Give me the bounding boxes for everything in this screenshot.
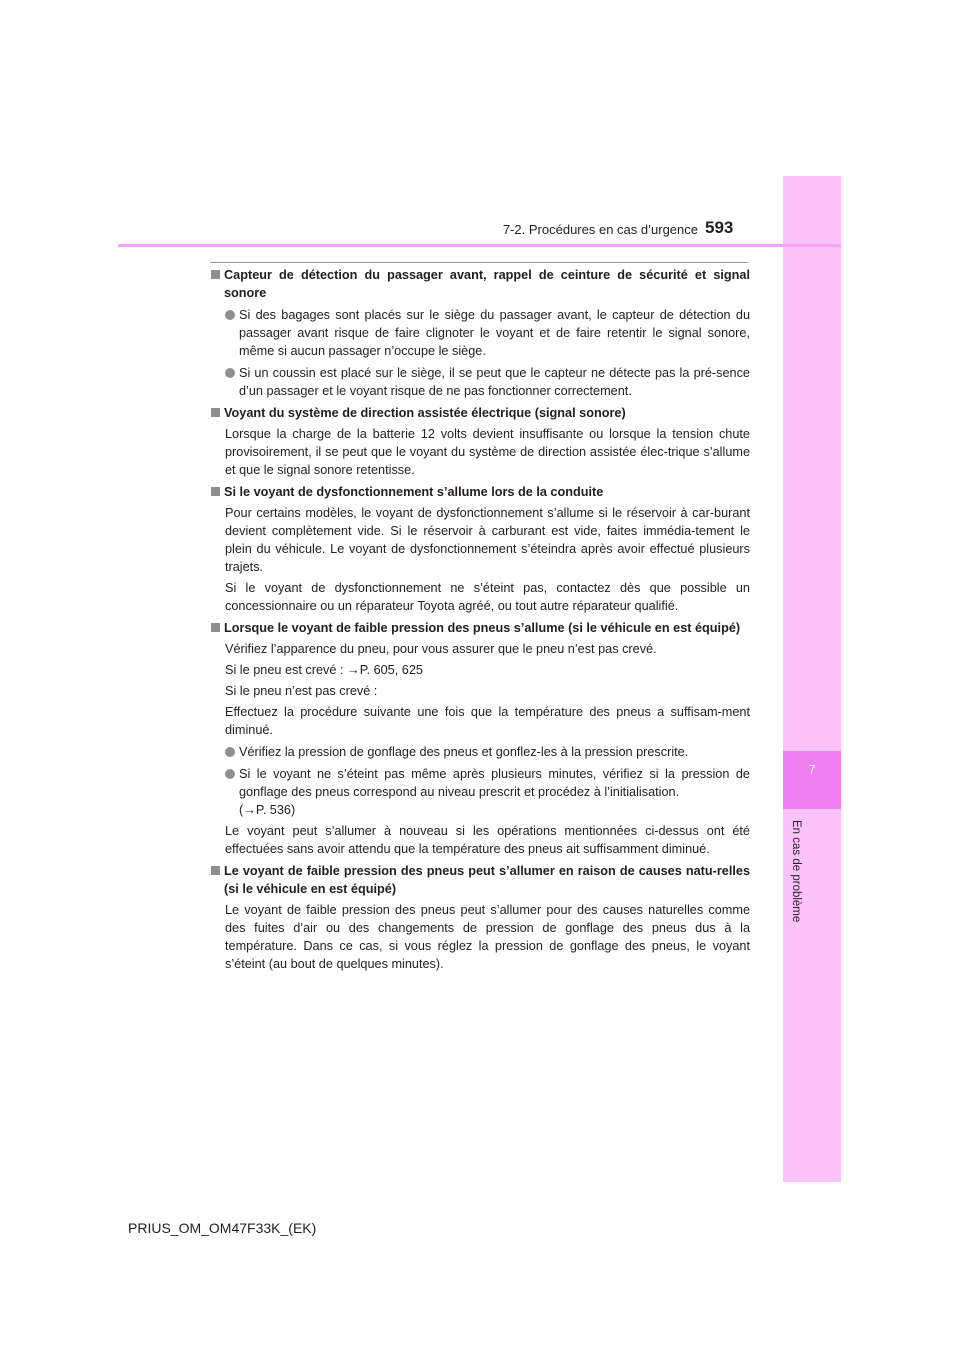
- paragraph: Effectuez la procédure suivante une fois que la température des pneus a suffisam-ment diminué.: [225, 705, 750, 737]
- section-heading: [210, 266, 750, 302]
- header-rule: [118, 244, 841, 247]
- square-bullet-icon: [211, 866, 220, 875]
- bullet-text: Si des bagages sont placés sur le siège du passager avant, le capteur de détection du passager avant risque de faire clignoter le voyant et de faire retentir le signal sonore, même si aucun passager n’occupe le siège.: [239, 308, 750, 358]
- paragraph: Si le pneu n’est pas crevé :: [225, 684, 378, 698]
- page-number: 593: [705, 218, 734, 237]
- paragraph: Lorsque la charge de la batterie 12 volts devient insuffisante ou lorsque la tension chute provisoirement, il se peut que le voyant du système de direction assistée élec-trique s’allume et que le signal sonore retentisse.: [225, 427, 750, 477]
- square-bullet-icon: [211, 487, 220, 496]
- heading-text: Lorsque le voyant de faible pression des pneus s’allume (si le véhicule en est équipé): [224, 621, 741, 635]
- heading-text: Voyant du système de direction assistée électrique (signal sonore): [224, 406, 626, 420]
- circle-bullet-icon: [225, 747, 235, 757]
- heading-text: Si le voyant de dysfonctionnement s’allume lors de la conduite: [224, 485, 604, 499]
- square-bullet-icon: [211, 623, 220, 632]
- content-top-rule: [210, 262, 748, 263]
- heading-text: Le voyant de faible pression des pneus peut s’allumer en raison de causes natu-relles (si le véhicule en est équipé): [224, 864, 750, 896]
- bullet-item: [210, 364, 750, 400]
- heading-text: Capteur de détection du passager avant, rappel de ceinture de sécurité et signal sonore: [224, 268, 750, 300]
- paragraph: Pour certains modèles, le voyant de dysfonctionnement s’allume si le réservoir à car-burant devient complètement vide. Si le réservoir à carburant est vide, faites immédia-tement le plein du véhicule. Le voyant de dysfonctionnement s’éteindra après avoir effectué plusieurs trajets.: [225, 506, 750, 574]
- section-title: 7-2. Procédures en cas d’urgence: [502, 222, 698, 237]
- bullet-text: Vérifiez la pression de gonflage des pneus et gonflez-les à la pression prescrite.: [239, 745, 689, 759]
- chapter-side-tab: [783, 176, 841, 1182]
- circle-bullet-icon: [225, 368, 235, 378]
- section-heading: [210, 404, 750, 422]
- chapter-number: 7: [808, 762, 816, 777]
- bullet-item: [210, 306, 750, 360]
- bullet-text: Si le voyant ne s’éteint pas même après plusieurs minutes, vérifiez si la pression de gonflage des pneus correspond au niveau prescrit et procédez à l’initialisation. (→P. 536): [239, 767, 750, 817]
- square-bullet-icon: [211, 408, 220, 417]
- section-heading: [210, 619, 750, 637]
- bullet-text: Si un coussin est placé sur le siège, il se peut que le capteur ne détecte pas la pré-sence d’un passager et le voyant risque de ne pas fonctionner correctement.: [239, 366, 750, 398]
- page-content: [210, 266, 750, 973]
- square-bullet-icon: [211, 270, 220, 279]
- paragraph: Le voyant peut s’allumer à nouveau si les opérations mentionnées ci-dessus ont été effectuées sans avoir attendu que la température des pneus ait suffisamment diminué.: [225, 824, 750, 856]
- paragraph: Le voyant de faible pression des pneus peut s’allumer pour des causes naturelles comme des fuites d’air ou des changements de pression de gonflage des pneus dus à la température. Dans ce cas, si vous réglez la pression de gonflage des pneus, le voyant s’éteint (au bout de quelques minutes).: [225, 903, 750, 971]
- section-heading: [210, 862, 750, 898]
- section-heading: [210, 483, 750, 501]
- circle-bullet-icon: [225, 769, 235, 779]
- paragraph: Vérifiez l’apparence du pneu, pour vous assurer que le pneu n’est pas crevé.: [225, 642, 657, 656]
- chapter-title: En cas de problème: [790, 820, 802, 923]
- paragraph: Si le voyant de dysfonctionnement ne s’éteint pas, contactez dès que possible un concessionnaire ou un réparateur Toyota agréé, ou tout autre réparateur qualifié.: [225, 581, 750, 613]
- bullet-item: [210, 765, 750, 819]
- paragraph: Si le pneu est crevé : →P. 605, 625: [225, 663, 423, 677]
- bullet-item: [210, 743, 750, 761]
- chapter-number-tab: [783, 751, 841, 809]
- circle-bullet-icon: [225, 310, 235, 320]
- document-code: PRIUS_OM_OM47F33K_(EK): [128, 1220, 317, 1236]
